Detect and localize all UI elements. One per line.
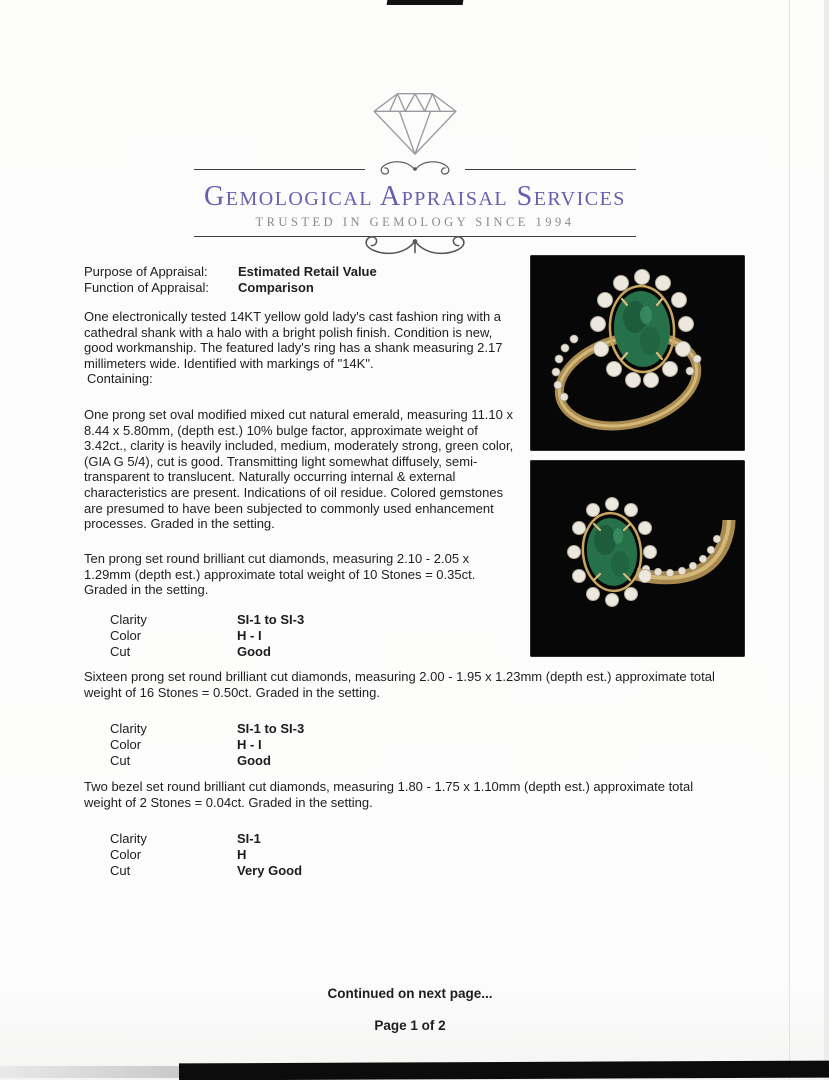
flourish-ornament-icon	[371, 160, 459, 178]
appraisal-meta	[84, 264, 524, 295]
function-row	[84, 280, 524, 296]
grade-table-sixteen-diamonds	[110, 721, 304, 769]
grade-value: SI-1 to SI-3	[237, 721, 305, 736]
grade-value: Good	[237, 643, 271, 659]
logo-tagline: TRUSTED IN GEMOLOGY SINCE 1994	[255, 215, 575, 229]
containing-line: Containing:	[87, 371, 153, 387]
grade-label: Cut	[110, 643, 131, 659]
function-label: Function of Appraisal:	[84, 279, 210, 295]
logo-top-rule	[194, 160, 636, 178]
grade-value: Very Good	[237, 862, 303, 878]
grade-label: Clarity	[110, 721, 147, 736]
ten-diamonds-paragraph: Ten prong set round brilliant cut diamonds, measuring 2.10 - 2.05 x 1.29mm (depth est.) approximate total weight of 10 Stones = 0.35ct. Graded in the setting.	[84, 551, 476, 598]
grade-label: Clarity	[110, 831, 147, 846]
purpose-value: Estimated Retail Value	[238, 264, 377, 279]
grade-label: Color	[110, 627, 142, 643]
grade-table-ten-diamonds	[110, 612, 304, 660]
intro-text: One electronically tested 14KT yellow gold lady's cast fashion ring with a cathedral shank with a halo with a bright polish finish. Condition is new, good workmanship. The featured lady's ring has a shank measuring 2.17 millimeters wide. Identified with markings of "14K".	[84, 309, 503, 371]
two-diamonds-paragraph: Two bezel set round brilliant cut diamonds, measuring 1.80 - 1.75 x 1.10mm (depth est.) approximate total weight of 2 Stones = 0.04ct. Graded in the setting.	[84, 779, 694, 810]
grade-row	[110, 863, 302, 879]
logo-title: Gemological Appraisal Services	[204, 181, 626, 212]
page-number: Page 1 of 2	[374, 1018, 446, 1033]
grade-value: SI-1	[237, 831, 261, 846]
ring-photo-top-view	[530, 255, 745, 451]
grade-row	[110, 737, 304, 753]
scan-artifact-bottom-left	[0, 1066, 180, 1078]
scan-artifact-top	[387, 0, 464, 5]
emerald-paragraph: One prong set oval modified mixed cut natural emerald, measuring 11.10 x 8.44 x 5.80mm, (depth est.) 10% bulge factor, approximate weight of 3.42ct., clarity is heavily included, medium, moderately strong, green color, (GIA G 5/4), cut is good. Transmitting light somewhat diffusely, semi-transparent to translucent. Naturally occurring internal & external characteristics are present. Indications of oil residue. Colored gemstones are presumed to have been subjected to commonly used enhancement processes. Graded in the setting.	[84, 407, 514, 532]
grade-value: SI-1 to SI-3	[237, 612, 305, 627]
grade-value: H - I	[237, 627, 262, 643]
grade-row	[110, 628, 304, 644]
grade-value: H	[237, 846, 247, 862]
purpose-label: Purpose of Appraisal:	[84, 264, 208, 279]
flourish-ornament-bottom-icon	[350, 235, 480, 261]
ring-photo-side-view	[530, 460, 745, 657]
purpose-row	[84, 264, 524, 280]
sixteen-diamonds-paragraph: Sixteen prong set round brilliant cut diamonds, measuring 2.00 - 1.95 x 1.23mm (depth est.) approximate total weight of 16 Stones = 0.50ct. Graded in the setting.	[84, 669, 715, 700]
grade-table-two-diamonds	[110, 831, 302, 879]
grade-label: Clarity	[110, 612, 147, 627]
continued-note: Continued on next page...	[327, 986, 493, 1001]
grade-row	[110, 831, 302, 847]
grade-row	[110, 721, 304, 737]
scan-edge-shade	[824, 0, 829, 1080]
grade-label: Cut	[110, 862, 131, 878]
scan-edge-line	[789, 0, 790, 1080]
grade-label: Color	[110, 736, 142, 752]
grade-value: H - I	[237, 736, 262, 752]
scan-artifact-bottom-bar	[179, 1061, 829, 1080]
grade-label: Color	[110, 846, 142, 862]
company-logo	[194, 84, 636, 266]
grade-row	[110, 612, 304, 628]
grade-row	[110, 753, 304, 769]
grade-row	[110, 644, 304, 660]
grade-value: Good	[237, 752, 271, 768]
grade-label: Cut	[110, 752, 131, 768]
intro-paragraph	[84, 309, 516, 387]
diamond-outline-icon	[356, 84, 474, 158]
function-value: Comparison	[238, 279, 314, 295]
grade-row	[110, 847, 302, 863]
